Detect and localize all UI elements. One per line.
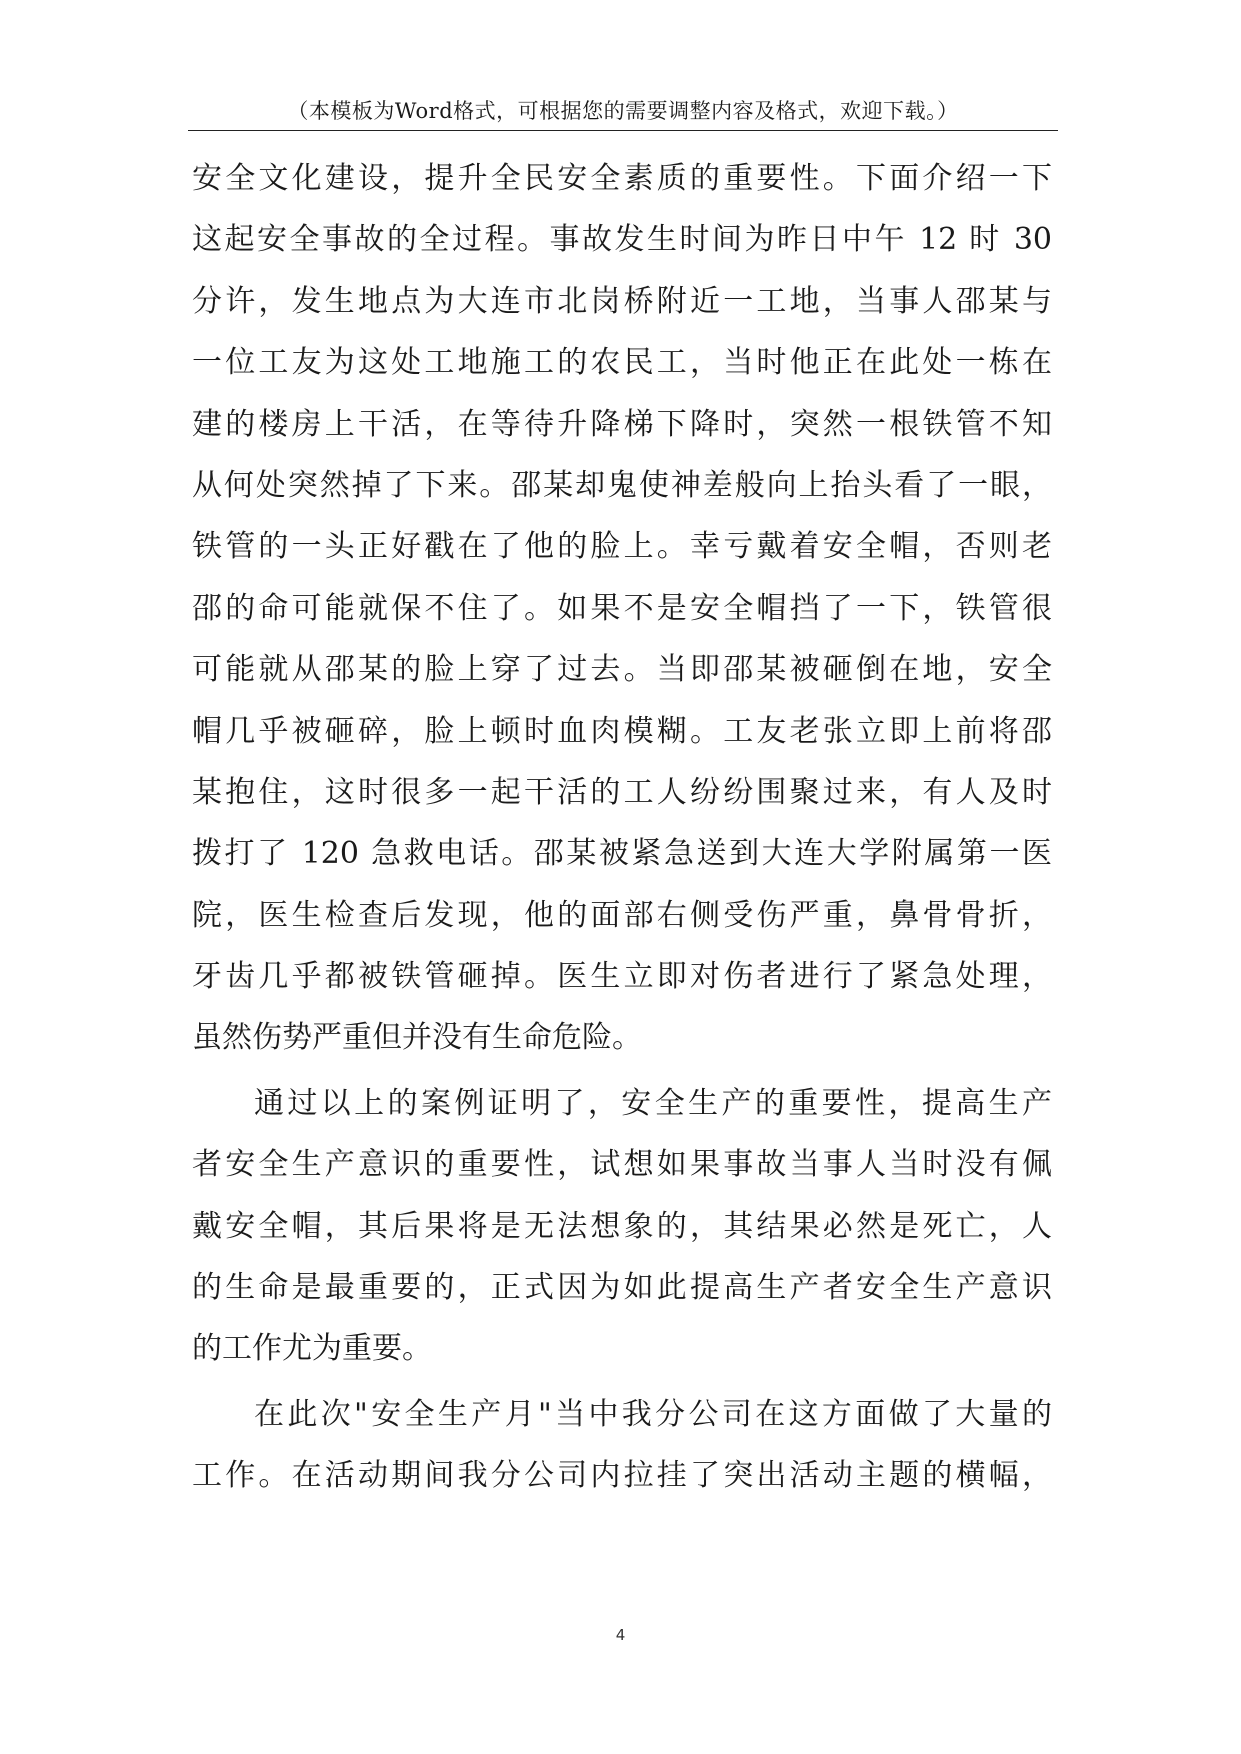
text-line: 的生命是最重要的，正式因为如此提高生产者安全生产意识	[192, 1270, 1052, 1306]
text-line: 者安全生产意识的重要性，试想如果事故当事人当时没有佩	[192, 1147, 1052, 1183]
text-line: 拨打了 120 急救电话。邵某被紧急送到大连大学附属第一医	[192, 836, 1052, 872]
text-line: 从何处突然掉了下来。邵某却鬼使神差般向上抬头看了一眼，	[192, 467, 1052, 503]
text-line: 牙齿几乎都被铁管砸掉。医生立即对伤者进行了紧急处理，	[192, 959, 1052, 995]
text-line: 安全文化建设，提升全民安全素质的重要性。下面介绍一下	[192, 161, 1052, 196]
text-line: 分许，发生地点为大连市北岗桥附近一工地，当事人邵某与	[192, 283, 1052, 319]
template-note-header: （本模板为Word格式，可根据您的需要调整内容及格式，欢迎下载。）	[287, 99, 959, 123]
text-line: 一位工友为这处工地施工的农民工，当时他正在此处一栋在	[192, 345, 1052, 381]
text-line: 可能就从邵某的脸上穿了过去。当即邵某被砸倒在地，安全	[192, 652, 1052, 688]
document-body	[192, 148, 1052, 1507]
paragraph-safety-importance	[192, 1073, 1052, 1380]
page-number: 4	[615, 1626, 626, 1644]
text-line: 某抱住，这时很多一起干活的工人纷纷围聚过来，有人及时	[192, 774, 1052, 810]
text-line: 帽几乎被砸碎，脸上顿时血肉模糊。工友老张立即上前将邵	[192, 713, 1052, 749]
text-line: 在此次"安全生产月"当中我分公司在这方面做了大量的	[254, 1396, 1052, 1432]
paragraph-accident-description	[192, 148, 1052, 1069]
text-line: 邵的命可能就保不住了。如果不是安全帽挡了一下，铁管很	[192, 590, 1052, 626]
text-line: 建的楼房上干活，在等待升降梯下降时，突然一根铁管不知	[192, 406, 1052, 442]
text-line: 这起安全事故的全过程。事故发生时间为昨日中午 12 时 30	[192, 222, 1052, 258]
text-line: 虽然伤势严重但并没有生命危险。	[192, 1020, 642, 1056]
header-divider	[188, 130, 1058, 131]
text-line: 戴安全帽，其后果将是无法想象的，其结果必然是死亡，人	[192, 1208, 1052, 1244]
paragraph-safety-month-activities	[192, 1384, 1052, 1507]
text-line: 工作。在活动期间我分公司内拉挂了突出活动主题的横幅，	[192, 1458, 1052, 1494]
text-line: 的工作尤为重要。	[192, 1331, 432, 1367]
text-line: 院，医生检查后发现，他的面部右侧受伤严重，鼻骨骨折，	[192, 897, 1052, 933]
text-line: 铁管的一头正好戳在了他的脸上。幸亏戴着安全帽，否则老	[192, 529, 1052, 565]
text-line: 通过以上的案例证明了，安全生产的重要性，提高生产	[254, 1085, 1052, 1121]
